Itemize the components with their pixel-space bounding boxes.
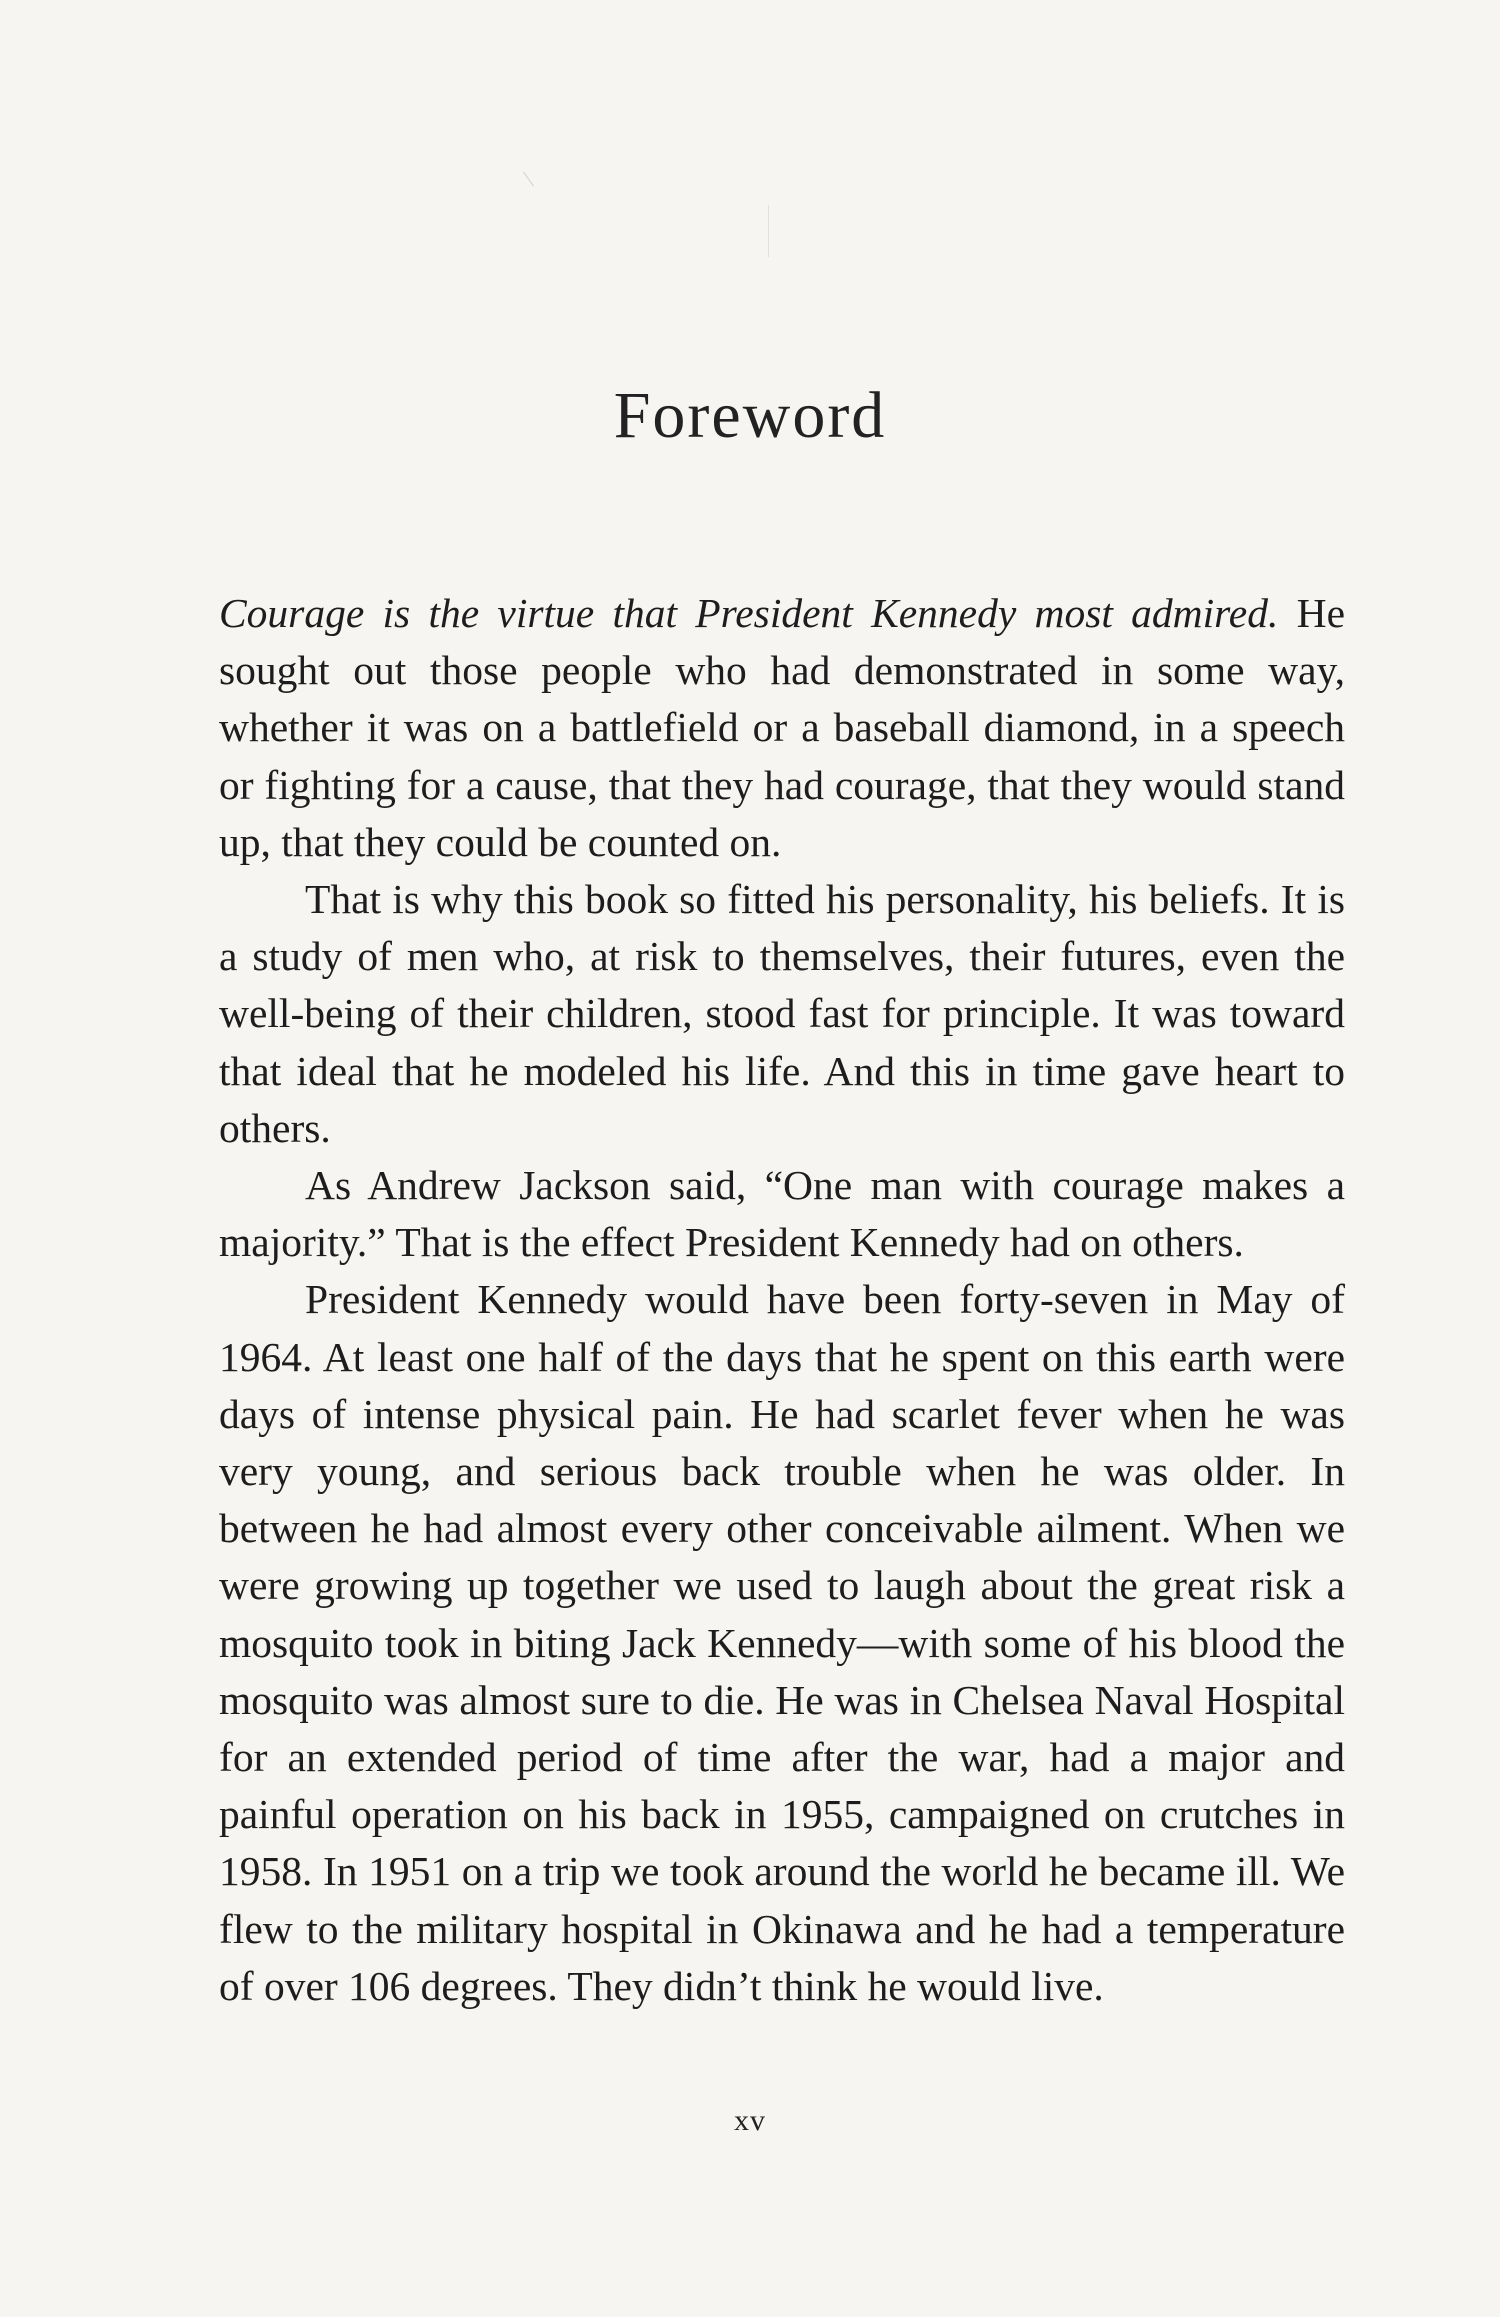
page-number: xv (734, 2104, 766, 2137)
chapter-title: Foreword (613, 379, 887, 452)
paragraph-2: That is why this book so fitted his personality, his beliefs. It is a study of men who, at risk to themselves, their futures, even the well-being of their children, stood fast for principle. It was toward that ideal that he modeled his life. And this in time gave heart to others. (219, 876, 1345, 1151)
paragraph-3: As Andrew Jackson said, “One man with courage makes a majority.” That is the effect President Kennedy had on others. (219, 1162, 1345, 1266)
scan-speck (523, 171, 534, 186)
paragraph-1-text: He sought out those people who had demonstrated in some way, whether it was on a battlefield or a baseball diamond, in a speech or fighting for a cause, that they had courage, that they would stand up, that they could be counted on. (219, 590, 1345, 865)
paragraph-1 (219, 585, 1345, 871)
body-text (219, 585, 1345, 2015)
scan-speck (768, 205, 769, 257)
paragraph-4: President Kennedy would have been forty-seven in May of 1964. At least one half of the days that he spent on this earth were days of intense physical pain. He had scarlet fever when he was very young, and serious back trouble when he was older. In between he had almost every other conceivable ailment. When we were growing up together we used to laugh about the great risk a mosquito took in biting Jack Kennedy—with some of his blood the mosquito was almost sure to die. He was in Chelsea Naval Hospital for an extended period of time after the war, had a major and painful operation on his back in 1955, campaigned on crutches in 1958. In 1951 on a trip we took around the world he became ill. We flew to the military hospital in Okinawa and he had a temperature of over 106 degrees. They didn’t think he would live. (219, 1276, 1345, 2009)
italic-lead: Courage is the virtue that President Kennedy most admired. (219, 590, 1279, 636)
